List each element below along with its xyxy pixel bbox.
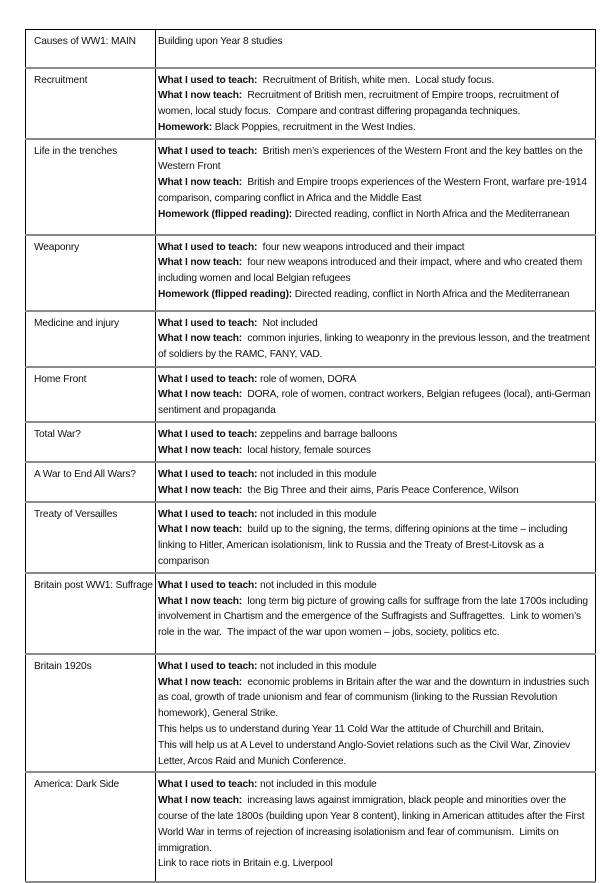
line-text: Recruitment of British men, recruitment of Empire troops, recruitment of women, local study focus. Compare and contrast differing propaganda techniques. — [158, 90, 562, 118]
line-label: What I used to teach: — [158, 469, 258, 481]
content-line — [158, 522, 591, 569]
content-line — [158, 34, 591, 50]
line-text: build up to the signing, the terms, differing opinions at the time – including linking to Hitler, American isolationism, link to Russia and the Treaty of Brest-Litovsk as a comparison — [158, 524, 571, 568]
content-line — [158, 483, 591, 499]
topic-cell: Life in the trenches — [26, 139, 156, 235]
line-text: not included in this module — [257, 469, 377, 481]
topic-cell: Medicine and injury — [26, 311, 156, 367]
line-text: not included in this module — [257, 508, 377, 520]
content-line — [158, 73, 591, 89]
content-line — [158, 331, 591, 363]
content-line — [158, 467, 591, 483]
line-label: What I now teach: — [158, 524, 243, 536]
content-line — [158, 793, 591, 856]
line-label: What I used to teach: — [158, 145, 258, 157]
content-cell — [156, 235, 596, 311]
line-text: Black Poppies, recruitment in the West Indies. — [212, 121, 416, 133]
line-text: local history, female sources — [242, 444, 371, 456]
table-row — [26, 462, 596, 502]
line-label: What I now teach: — [158, 389, 243, 401]
line-label: What I used to teach: — [158, 508, 258, 520]
content-line — [158, 777, 591, 793]
table-row — [26, 30, 596, 68]
content-line — [158, 722, 591, 738]
topic-cell: Britain 1920s — [26, 654, 156, 773]
topic-cell: Treaty of Versailles — [26, 502, 156, 573]
content-line — [158, 120, 591, 136]
content-line — [158, 856, 591, 872]
content-line — [158, 594, 591, 641]
line-label: What I used to teach: — [158, 579, 258, 591]
table-row — [26, 573, 596, 654]
content-line — [158, 578, 591, 594]
table-row — [26, 68, 596, 139]
line-label: What I used to teach: — [158, 660, 258, 672]
line-label: What I used to teach: — [158, 74, 258, 86]
line-text: not included in this module — [257, 579, 377, 591]
line-label: What I used to teach: — [158, 241, 258, 253]
line-text: economic problems in Britain after the war and the downturn in industries such as coal, growth of trade unionism and fear of communism (linking to the Russian Revolution homework), General Strike. — [158, 676, 592, 720]
topic-cell: Causes of WW1: MAIN — [26, 30, 156, 68]
content-cell — [156, 422, 596, 462]
content-line — [158, 738, 591, 770]
line-text: DORA, role of women, contract workers, Belgian refugees (local), anti-German sentiment and propaganda — [158, 389, 594, 417]
line-label: What I used to teach: — [158, 373, 258, 385]
topic-cell: A War to End All Wars? — [26, 462, 156, 502]
line-text: Link to race riots in Britain e.g. Liverpool — [158, 858, 333, 870]
line-text: four new weapons introduced and their impact — [257, 241, 465, 253]
line-text: British and Empire troops experiences of the Western Front, warfare pre-1914 comparison, comparing conflict in Africa and the Middle East — [158, 177, 590, 205]
content-cell — [156, 502, 596, 573]
line-text: not included in this module — [257, 779, 377, 791]
line-text: Building upon Year 8 studies — [158, 36, 283, 47]
table-row — [26, 772, 596, 882]
table-row — [26, 139, 596, 235]
line-label: What I now teach: — [158, 444, 243, 456]
content-line — [158, 144, 591, 176]
line-label: What I now teach: — [158, 90, 243, 102]
table-row — [26, 502, 596, 573]
table-row — [26, 311, 596, 367]
line-text: Recruitment of British, white men. Local study focus. — [257, 74, 495, 86]
content-line — [158, 316, 591, 332]
content-cell — [156, 367, 596, 422]
content-line — [158, 287, 591, 303]
line-text: common injuries, linking to weaponry in the previous lesson, and the treatment of soldiers by the RAMC, FANY, VAD. — [158, 333, 593, 361]
content-line — [158, 207, 591, 223]
content-cell — [156, 462, 596, 502]
line-text: role of women, DORA — [257, 373, 357, 385]
topic-cell: Weaponry — [26, 235, 156, 311]
topic-cell: Home Front — [26, 367, 156, 422]
line-label: What I now teach: — [158, 333, 243, 345]
line-label: Homework: — [158, 121, 213, 133]
content-line — [158, 427, 591, 443]
content-line — [158, 372, 591, 388]
line-label: What I used to teach: — [158, 317, 258, 329]
content-line — [158, 88, 591, 120]
line-label: What I used to teach: — [158, 779, 258, 791]
line-label: Homework (flipped reading): — [158, 289, 293, 301]
line-text: This will help us at A Level to understand Anglo-Soviet relations such as the Civil War, Zinoviev Letter, Arcos Raid and Munich Conference. — [158, 739, 573, 767]
content-line — [158, 659, 591, 675]
content-cell — [156, 30, 596, 68]
line-label: What I now teach: — [158, 484, 243, 496]
content-cell — [156, 573, 596, 654]
content-cell — [156, 772, 596, 882]
line-text: This helps us to understand during Year 11 Cold War the attitude of Churchill and Britain. — [158, 724, 544, 736]
table-row — [26, 235, 596, 311]
line-text: Directed reading, conflict in North Africa and the Mediterranean — [292, 208, 570, 220]
curriculum-table — [25, 29, 596, 883]
topic-cell: Recruitment — [26, 68, 156, 139]
line-label: What I now teach: — [158, 257, 243, 269]
table-row — [26, 367, 596, 422]
content-cell — [156, 68, 596, 139]
line-label: What I now teach: — [158, 177, 243, 189]
line-text: British men’s experiences of the Western Front and the key battles on the Western Front — [158, 145, 586, 173]
content-line — [158, 240, 591, 256]
topic-cell: Total War? — [26, 422, 156, 462]
content-cell — [156, 654, 596, 773]
line-label: What I now teach: — [158, 595, 243, 607]
topic-cell: America: Dark Side — [26, 772, 156, 882]
line-text: increasing laws against immigration, black people and minorities over the course of the late 1800s (building upon Year 8 content), linking in American attitudes after the First World War in terms of rejection of increasing isolationism and fear of communism. Limits on immigration. — [158, 795, 588, 854]
line-label: Homework (flipped reading): — [158, 208, 293, 220]
line-label: What I used to teach: — [158, 429, 258, 441]
content-line — [158, 507, 591, 523]
line-text: the Big Three and their aims, Paris Peace Conference, Wilson — [242, 484, 519, 496]
line-text: long term big picture of growing calls for suffrage from the late 1700s including involvement in Chartism and the emergence of the Suffragists and Suffragettes. Link to women’s role in the war. The impact of the war upon women – jobs, society, politics etc. — [158, 595, 591, 639]
line-text: Not included — [257, 317, 318, 329]
content-line — [158, 255, 591, 287]
line-text: four new weapons introduced and their impact, where and who created them including women and local Belgian refugees — [158, 257, 585, 285]
topic-cell: Britain post WW1: Suffrage — [26, 573, 156, 654]
content-cell — [156, 311, 596, 367]
content-line — [158, 175, 591, 207]
line-label: What I now teach: — [158, 795, 243, 807]
line-text: zeppelins and barrage balloons — [257, 429, 398, 441]
content-cell — [156, 139, 596, 235]
line-text: not included in this module — [257, 660, 377, 672]
content-line — [158, 387, 594, 419]
content-line — [158, 675, 591, 722]
line-label: What I now teach: — [158, 676, 243, 688]
line-text: Directed reading, conflict in North Africa and the Mediterranean — [292, 289, 570, 301]
content-line — [158, 443, 591, 459]
table-row — [26, 422, 596, 462]
table-row — [26, 654, 596, 773]
